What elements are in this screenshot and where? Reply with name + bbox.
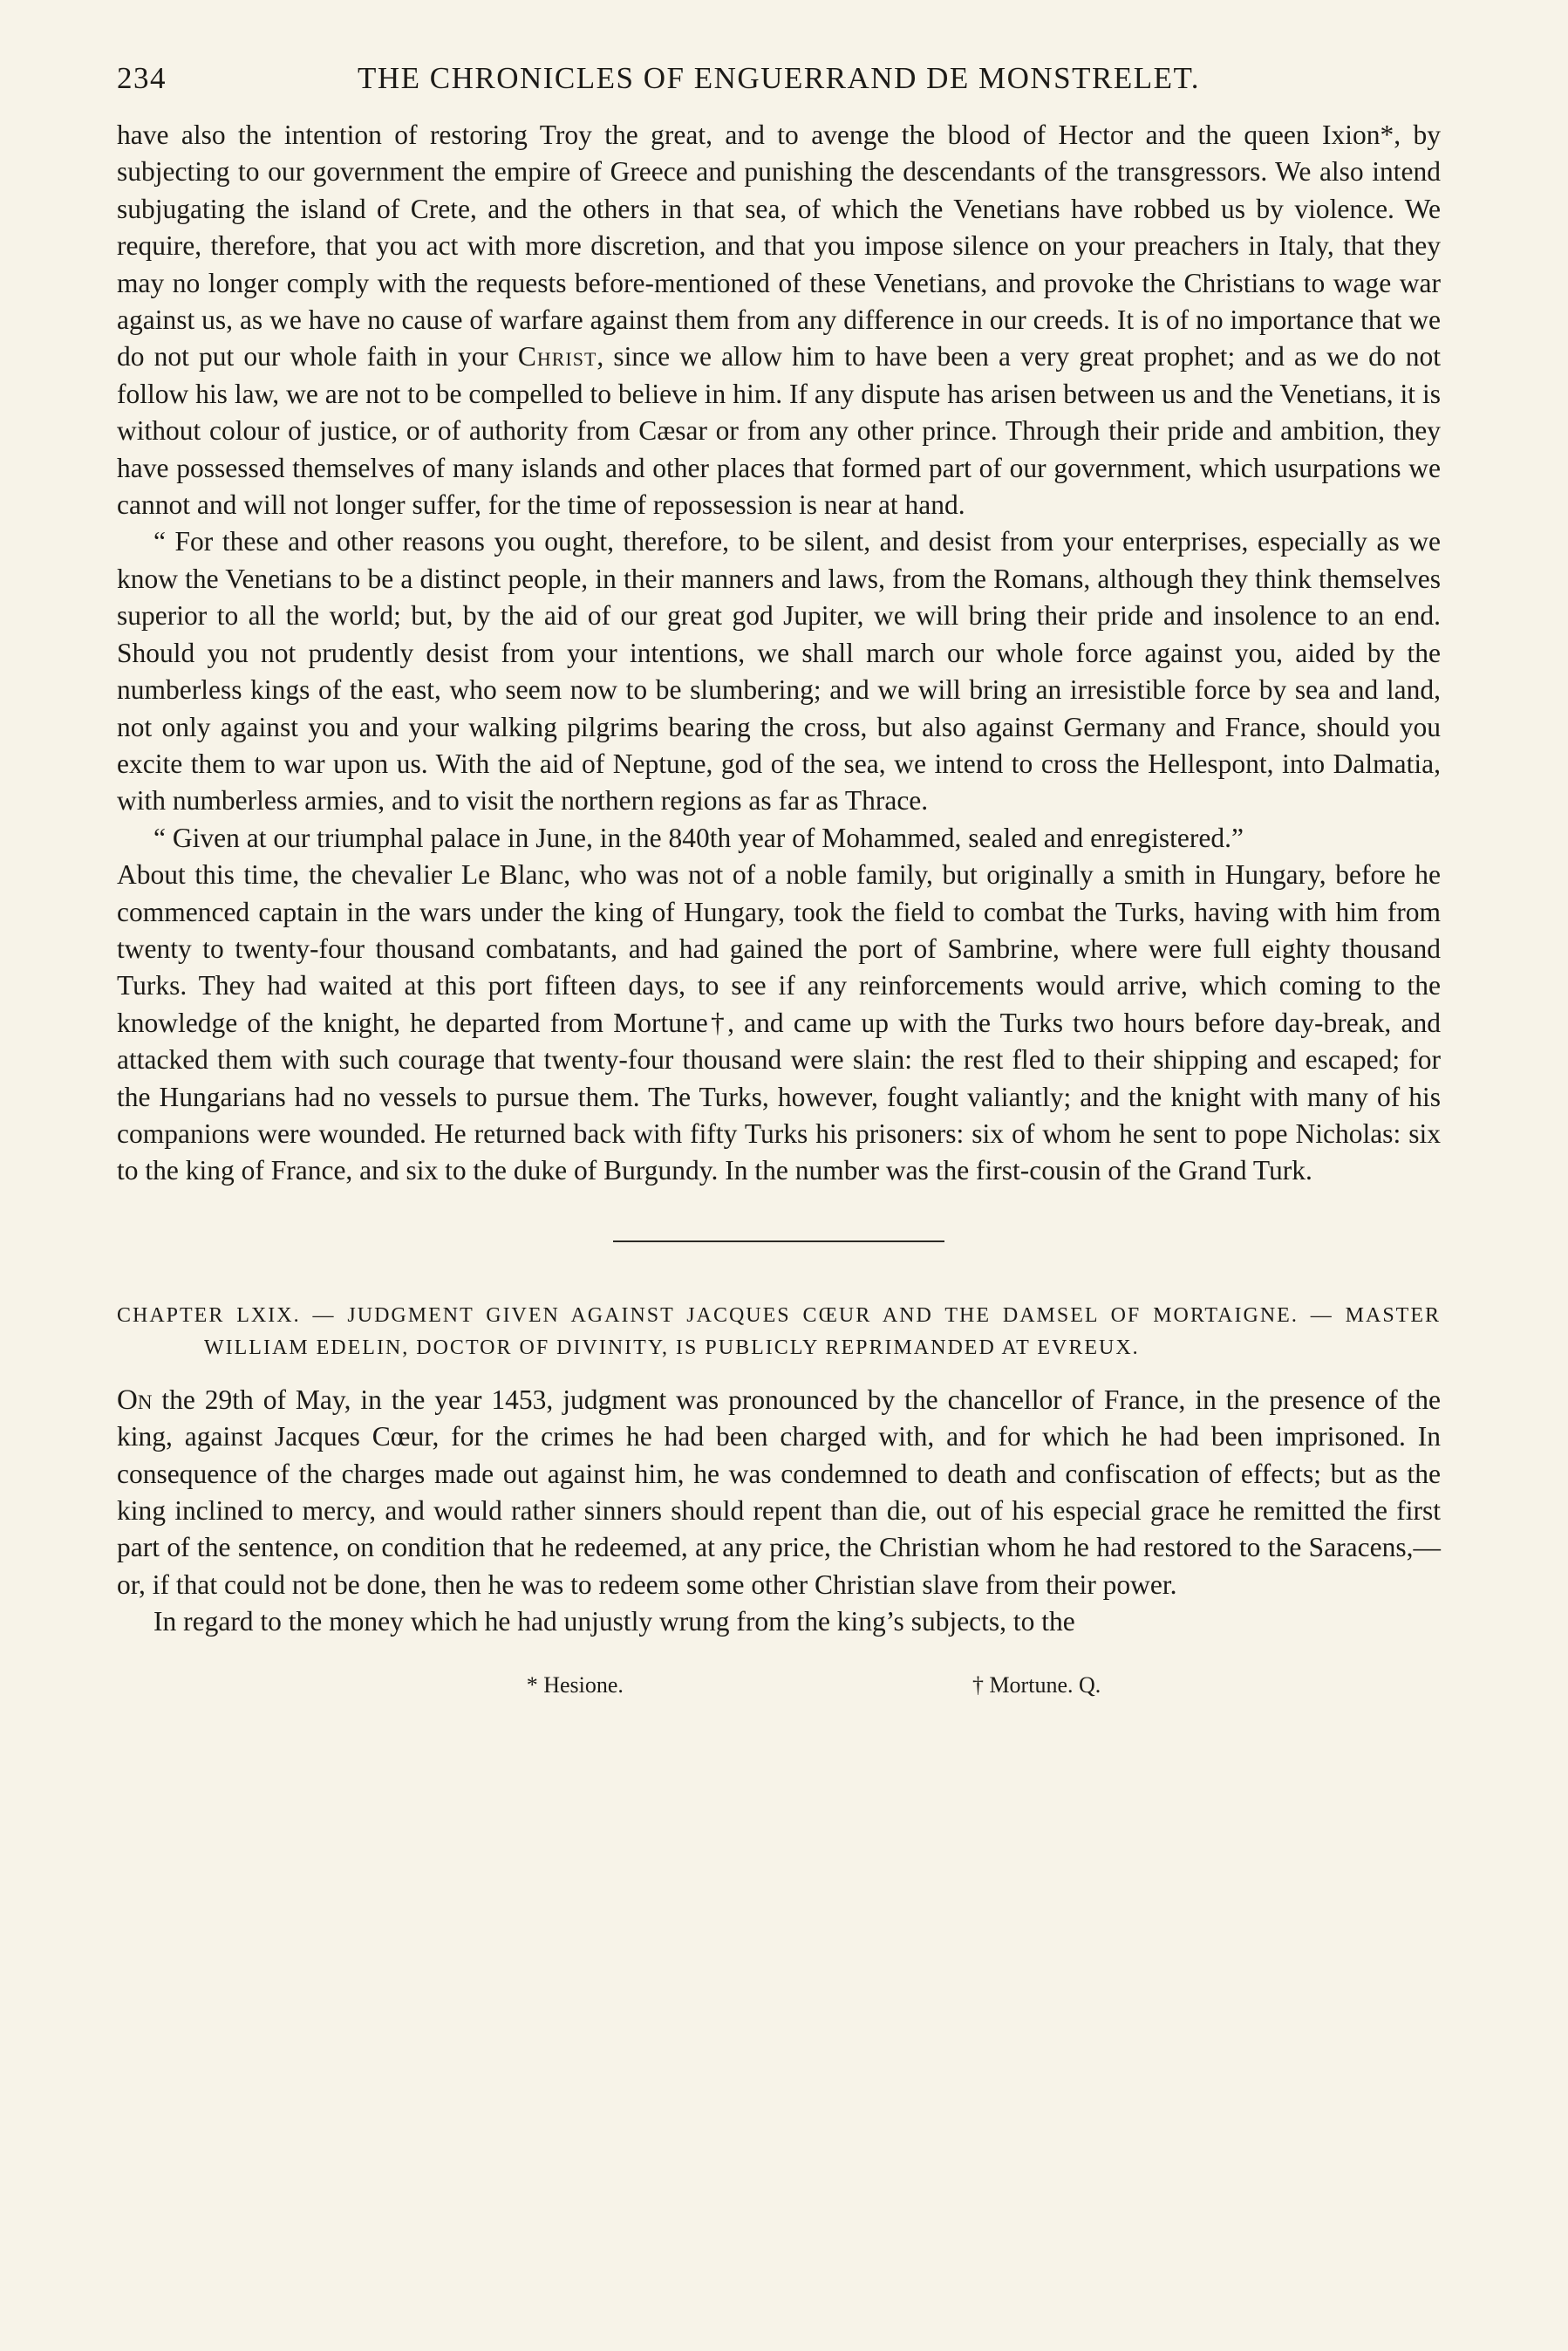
chapter-paragraph-2: In regard to the money which he had unjustly wrung from the king’s subjects, to the <box>153 1606 1075 1637</box>
body-paragraph-4: About this time, the chevalier Le Blanc, who was not of a noble family, but originally a smith in Hungary, before he commenced captain in the wars under the king of Hungary, took the field to combat the Turks, having with him from twenty to twenty-four thousand combatants, and had gained the port of Sambrine, where were full eighty thousand Turks. They had waited at this port fifteen days, to see if any reinforcements would arrive, which coming to the knowledge of the knight, he departed from Mortune†, and came up with the Turks two hours before day-break, and attacked them with such courage that twenty-four thousand were slain: the rest fled to their shipping and escaped; for the Hungarians had no vessels to pursue them. The Turks, however, fought valiantly; and the knight with many of his companions were wounded. He returned back with fifty Turks his prisoners: six of whom he sent to pope Nicholas: six to the king of France, and six to the duke of Burgundy. In the number was the first-cousin of the Grand Turk. <box>117 859 1441 1186</box>
page-number: 234 <box>117 61 167 95</box>
footnote-2: † Mortune. Q. <box>971 1671 1101 1698</box>
p1-text-a: have also the intention of restoring Troy the great, and to avenge the blood of Hector and the queen Ixion*, by subjecting to our government the empire of Greece and punishing the descendants of the transgressors. We also intend subjugating the island of Crete, and the others in that sea, of which the Venetians have robbed us by violence. We require, therefore, that you act with more discretion, and that you impose silence on your preachers in Italy, that they may no longer comply with the requests before-mentioned of these Venetians, and provoke the Christians to wage war against us, as we have no cause of warfare against them from any difference in our creeds. It is of no importance that we do not put our whole faith in your <box>117 120 1441 372</box>
book-page <box>117 61 1441 1698</box>
section-divider <box>613 1240 944 1242</box>
body-paragraph-1 <box>117 117 1441 523</box>
p1-text-b: , since we allow him to have been a very great prophet; and as we do not follow his law, we are not to be compelled to believe in him. If any dispute has arisen between us and the Venetians, it is without colour of justice, or of authority from Cæsar or from any other prince. Through their pride and ambition, they have possessed themselves of many islands and other places that formed part of our government, which usurpations we cannot and will not longer suffer, for the time of repossession is near at hand. <box>117 341 1441 521</box>
running-title: THE CHRONICLES OF ENGUERRAND DE MONSTRELET. <box>357 61 1201 95</box>
chapter-p1-text: the 29th of May, in the year 1453, judgment was pronounced by the chancellor of France, in the presence of the king, against Jacques Cœur, for the crimes he had been charged with, and for which he had been imprisoned. In consequence of the charges made out against him, he was condemned to death and confiscation of effects; but as the king inclined to mercy, and would rather sinners should repent than die, out of his especial grace he remitted the first part of the sentence, on condition that he redeemed, at any price, the Christian whom he had restored to the Saracens,—or, if that could not be done, then he was to redeem some other Christian slave from their power. <box>117 1384 1441 1600</box>
body-paragraph-3: “ Given at our triumphal palace in June, in the 840th year of Mohammed, sealed and enregistered.” <box>153 822 1244 853</box>
chapter-heading: CHAPTER LXIX. — JUDGMENT GIVEN AGAINST JACQUES CŒUR AND THE DAMSEL OF MORTAIGNE. — MASTER WILLIAM EDELIN, DOCTOR OF DIVINITY, IS PUBLICLY REPRIMANDED AT EVREUX. <box>117 1303 1441 1359</box>
chapter-paragraph-1 <box>117 1382 1441 1603</box>
chapter-initial: On <box>117 1384 153 1416</box>
footnote-1: * Hesione. <box>526 1671 624 1698</box>
running-header <box>117 61 1441 96</box>
christ-small-caps: Christ <box>517 341 597 372</box>
body-paragraph-2: “ For these and other reasons you ought, therefore, to be silent, and desist from your enterprises, especially as we know the Venetians to be a distinct people, in their manners and laws, from the Romans, although they think themselves superior to all the world; but, by the aid of our great god Jupiter, we will bring their pride and insolence to an end. Should you not prudently desist from your intentions, we shall march our whole force against you, aided by the numberless kings of the east, who seem now to be slumbering; and we will bring an irresistible force by sea and land, not only against you and your walking pilgrims bearing the cross, but also against Germany and France, should you excite them to war upon us. With the aid of Neptune, god of the sea, we intend to cross the Hellespont, into Dalmatia, with numberless armies, and to visit the northern regions as far as Thrace. <box>117 526 1441 817</box>
footnotes <box>117 1672 1441 1698</box>
